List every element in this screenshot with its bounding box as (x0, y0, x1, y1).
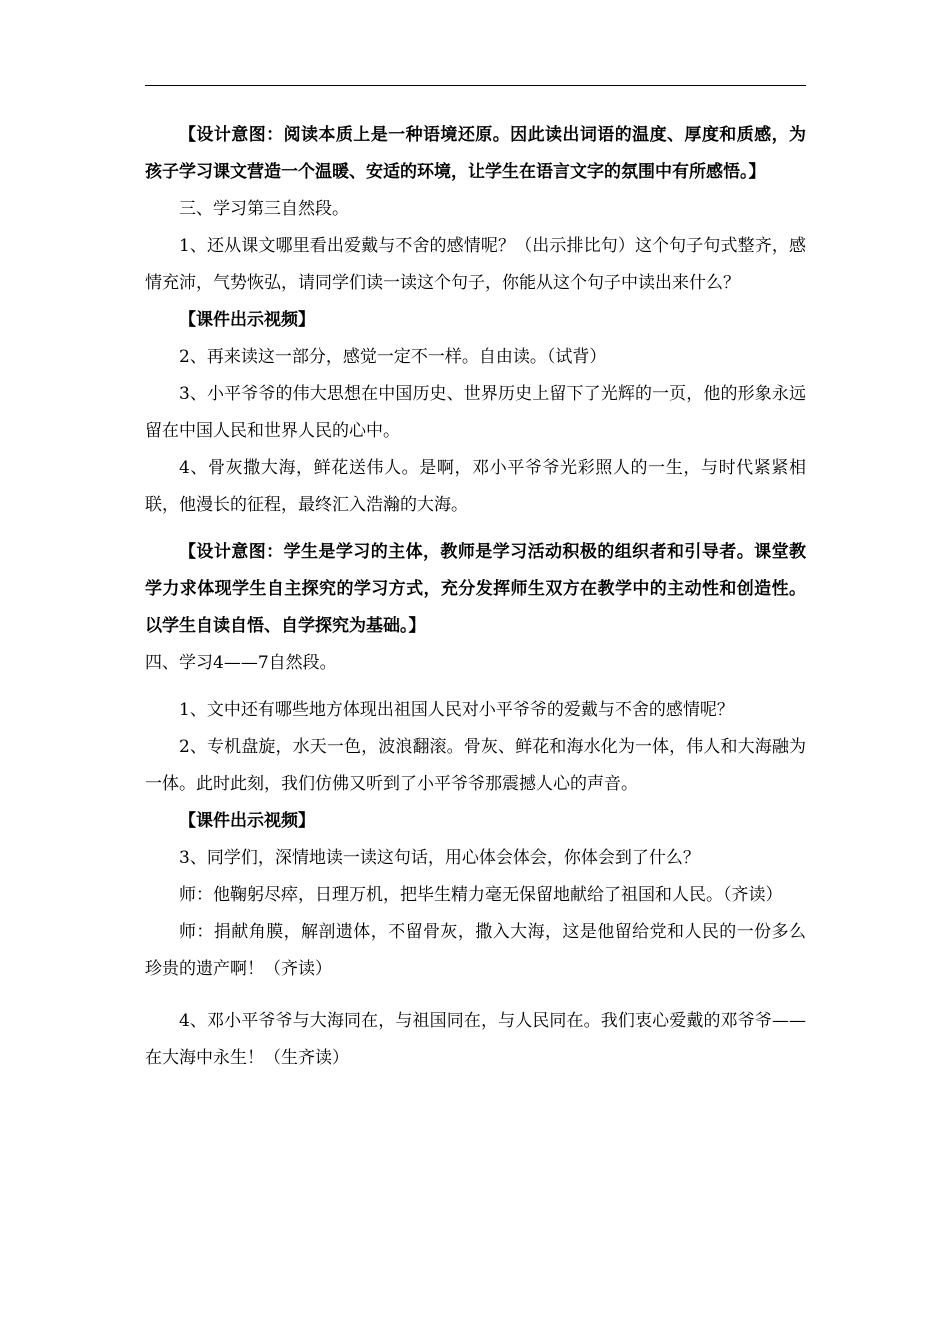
document-body (145, 117, 806, 1077)
paragraph-3-1: 1、还从课文哪里看出爱戴与不舍的感情呢？（出示排比句）这个句子句式整齐，感情充沛，气势恢弘，请同学们读一读这个句子，你能从这个句子中读出来什么？ (145, 236, 806, 293)
design-intent-paragraph-2: 【设计意图：学生是学习的主体，教师是学习活动积极的组织者和引导者。课堂教学力求体现学生自主探究的学习方式，充分发挥师生双方在教学中的主动性和创造性。以学生自读自悟、自学探究为基础。】 (145, 542, 806, 636)
paragraph-4-4: 4、邓小平爷爷与大海同在，与祖国同在，与人民同在。我们衷心爱戴的邓爷爷——在大海中永生！（生齐读） (145, 1011, 806, 1068)
design-intent-paragraph: 【设计意图：阅读本质上是一种语境还原。因此读出词语的温度、厚度和质感，为孩子学习课文营造一个温暖、安适的环境，让学生在语言文字的氛围中有所感悟。】 (145, 125, 806, 182)
paragraph-3-4: 4、骨灰撒大海，鲜花送伟人。是啊，邓小平爷爷光彩照人的一生，与时代紧紧相联，他漫长的征程，最终汇入浩瀚的大海。 (145, 458, 806, 515)
paragraph-4-1: 1、文中还有哪些地方体现出祖国人民对小平爷爷的爱戴与不舍的感情呢？ (179, 700, 734, 720)
paragraph-3-2: 2、再来读这一部分，感觉一定不一样。自由读。（试背） (179, 347, 607, 367)
courseware-video-note-2: 【课件出示视频】 (179, 811, 315, 831)
courseware-video-note: 【课件出示视频】 (179, 310, 315, 330)
paragraph-4-3: 3、同学们，深情地读一读这句话，用心体会体会，你体会到了什么？ (179, 848, 700, 868)
section-heading-4: 四、学习4——7自然段。 (145, 653, 337, 673)
section-heading-3: 三、学习第三自然段。 (179, 199, 349, 219)
paragraph-3-3: 3、小平爷爷的伟大思想在中国历史、世界历史上留下了光辉的一页，他的形象永远留在中国人民和世界人民的心中。 (145, 384, 806, 441)
paragraph-4-2: 2、专机盘旋，水天一色，波浪翻滚。骨灰、鲜花和海水化为一体，伟人和大海融为一体。此时此刻，我们仿佛又听到了小平爷爷那震撼人心的声音。 (145, 737, 806, 794)
header-rule (145, 85, 806, 86)
teacher-line-2: 师：捐献角膜，解剖遗体，不留骨灰，撒入大海，这是他留给党和人民的一份多么珍贵的遗产啊！（齐读） (145, 922, 806, 979)
teacher-line-1: 师：他鞠躬尽瘁，日理万机，把毕生精力毫无保留地献给了祖国和人民。（齐读） (179, 885, 783, 905)
